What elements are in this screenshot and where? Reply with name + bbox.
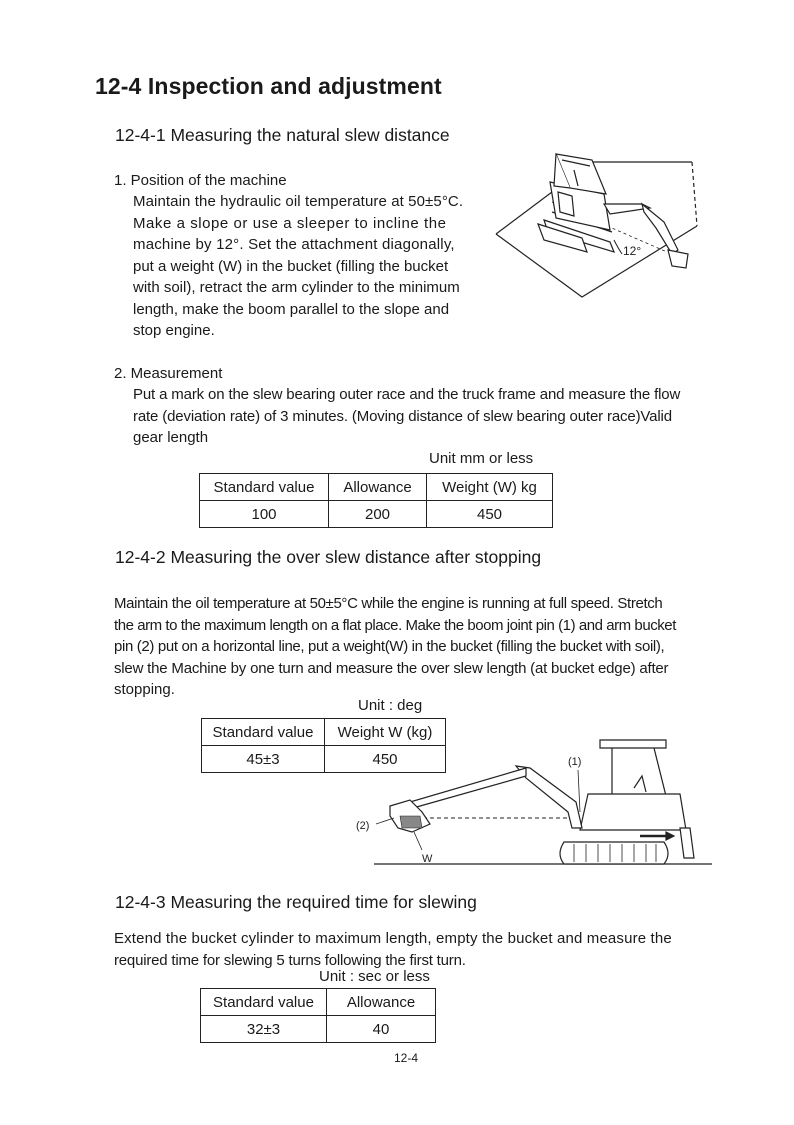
text-line: length, make the boom parallel to the slope and [133,300,450,318]
excavator-side-figure [350,732,720,870]
text-line: machine by 12°. Set the attachment diagonally, [133,236,455,253]
text-line: Extend the bucket cylinder to maximum length, empty the bucket and measure the [114,930,672,947]
table-header-cell: Weight W (kg) [325,719,446,746]
text-line: gear length [133,429,209,446]
table-header-cell: Standard value [200,474,329,501]
item-body-position [133,191,478,342]
text-line: stop engine. [133,322,215,339]
table-unit-label: Unit mm or less [429,450,534,467]
item-title-measurement: 2. Measurement [114,365,223,382]
slewing-time-table [200,988,436,1043]
table-value-cell: 32±3 [201,1016,327,1043]
text-line: Maintain the oil temperature at 50±5°C while the engine is running at full speed. Stretch [114,595,663,612]
table-value-cell: 100 [200,501,329,528]
table-header-cell: Weight (W) kg [427,474,553,501]
section3-paragraph [114,928,734,971]
section-heading-12-4-1: 12-4-1 Measuring the natural slew distance [115,125,450,145]
slew-distance-table [199,473,553,528]
pin1-label: (1) [568,756,582,768]
text-line: rate (deviation rate) of 3 minutes. (Moving distance of slew bearing outer race)Valid [133,407,672,425]
table-value-cell: 40 [327,1016,436,1043]
text-line: put a weight (W) in the bucket (filling the bucket [133,257,449,275]
pin2-label: (2) [356,820,370,832]
table-header-cell: Standard value [201,989,327,1016]
text-line: stopping. [114,681,175,698]
text-line: Maintain the hydraulic oil temperature at 50±5°C. [133,193,464,210]
text-line: pin (2) put on a horizontal line, put a weight(W) in the bucket (filling the bucket with soil), [114,638,665,655]
table-value-cell: 450 [325,746,446,773]
text-line: Make a slope or use a sleeper to incline the [133,214,447,232]
text-line: slew the Machine by one turn and measure the over slew length (at bucket edge) after [114,659,669,677]
table-unit-label: Unit : sec or less [319,968,430,985]
table-header-cell: Allowance [327,989,436,1016]
table-header-cell: Standard value [202,719,325,746]
table-value-cell: 450 [427,501,553,528]
page-number: 12-4 [394,1051,419,1065]
text-line: Put a mark on the slew bearing outer race and the truck frame and measure the flow [133,386,681,403]
text-line: with soil), retract the arm cylinder to the minimum [133,279,460,296]
angle-label: 12° [623,244,642,258]
item-title-position: 1. Position of the machine [114,172,287,189]
page-title: 12-4 Inspection and adjustment [95,73,442,99]
section-heading-12-4-3: 12-4-3 Measuring the required time for slewing [115,892,477,912]
text-line: required time for slewing 5 turns following the first turn. [114,951,466,969]
weight-label: W [422,853,433,865]
section-heading-12-4-2: 12-4-2 Measuring the over slew distance after stopping [115,547,542,567]
table-header-cell: Allowance [329,474,427,501]
text-line: the arm to the maximum length on a flat place. Make the boom joint pin (1) and arm bucket [114,616,676,634]
table-unit-label: Unit : deg [358,697,423,714]
table-value-cell: 45±3 [202,746,325,773]
section2-paragraph [114,593,734,701]
table-value-cell: 200 [329,501,427,528]
item-body-measurement [133,384,733,449]
excavator-slope-figure [492,142,702,302]
